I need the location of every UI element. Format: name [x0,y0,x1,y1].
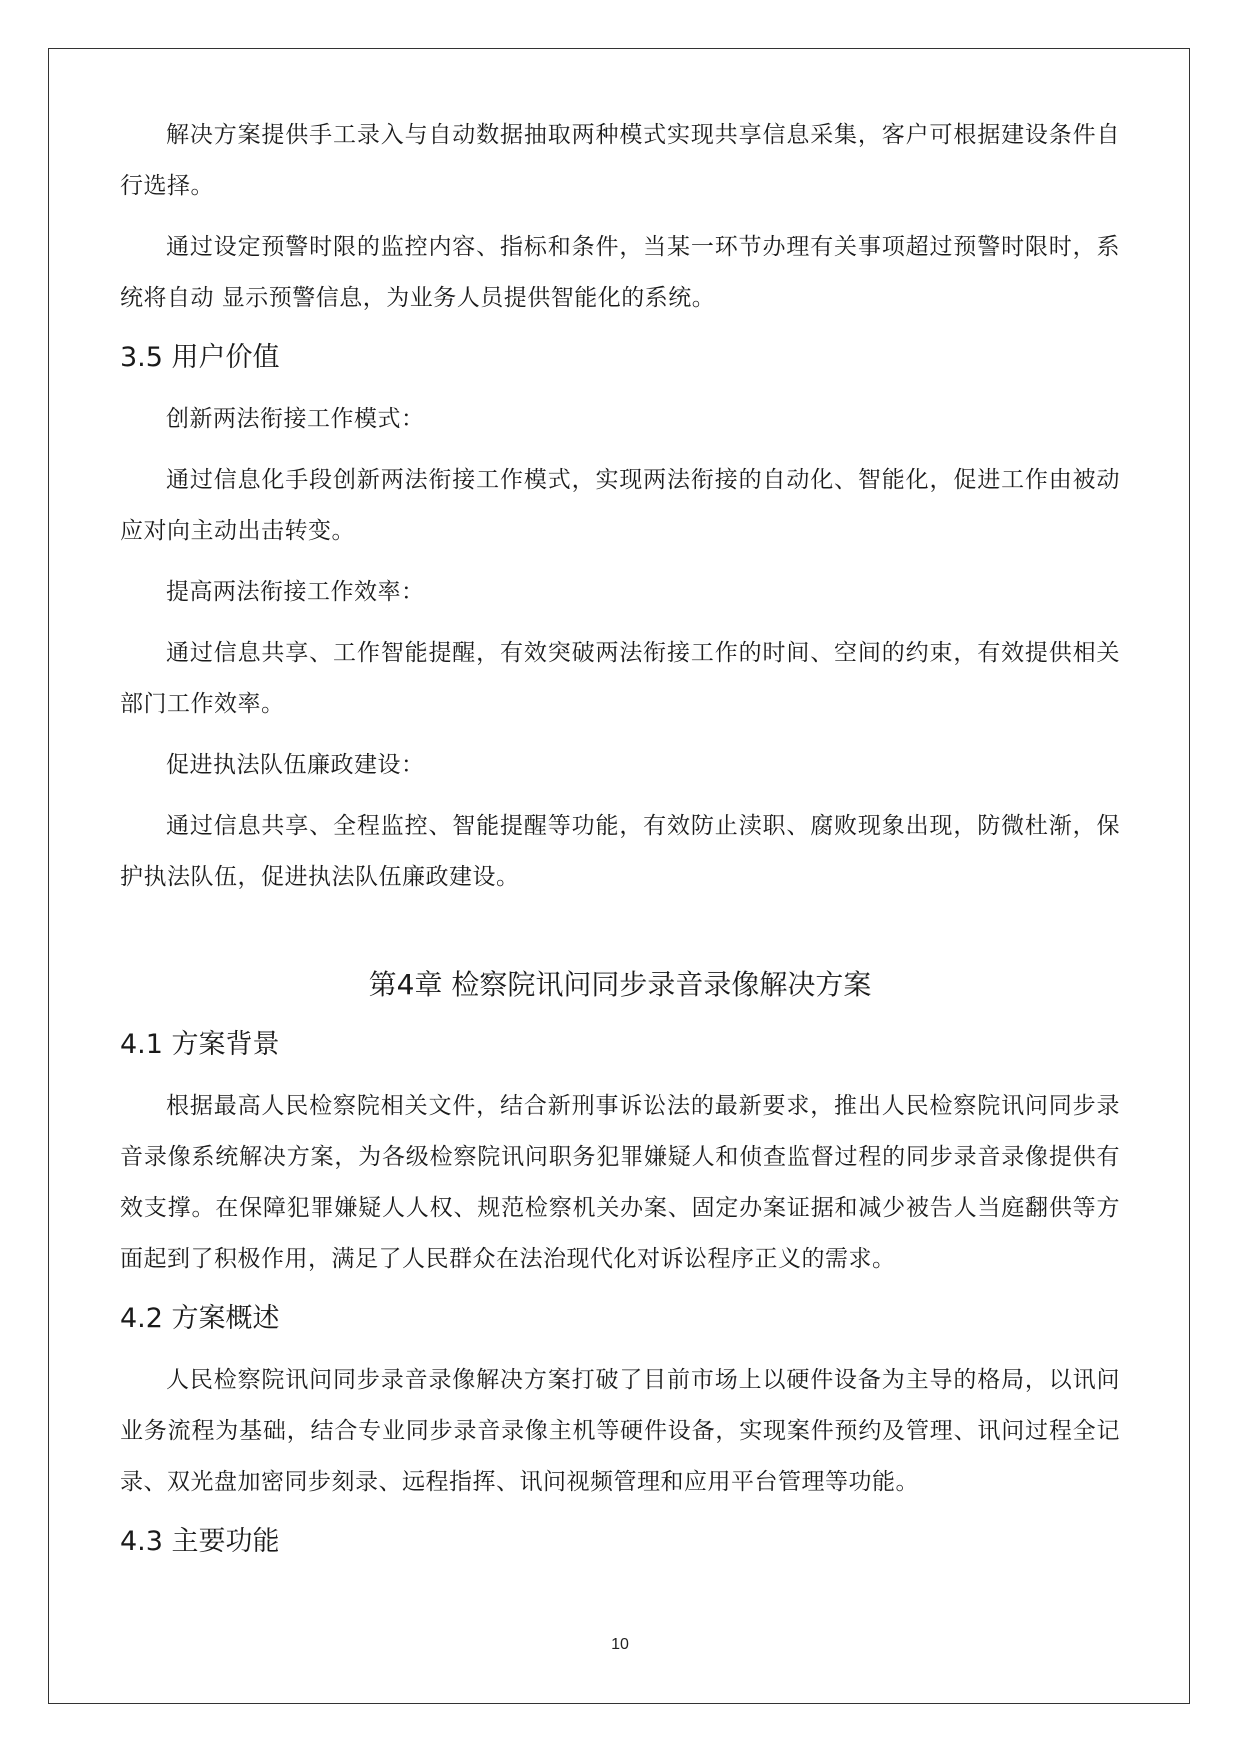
page-number: 10 [611,1636,629,1653]
intro-paragraph-1: 解决方案提供手工录入与自动数据抽取两种模式实现共享信息采集，客户可根据建设条件自行选择。 [120,122,1120,199]
value-text-3: 通过信息共享、全程监控、智能提醒等功能，有效防止渎职、腐败现象出现，防微杜渐，保护执法队伍，促进执法队伍廉政建设。 [120,813,1120,890]
section-4-1-text: 根据最高人民检察院相关文件，结合新刑事诉讼法的最新要求，推出人民检察院讯问同步录音录像系统解决方案，为各级检察院讯问职务犯罪嫌疑人和侦查监督过程的同步录音录像提供有效支撑。在保障犯罪嫌疑人人权、规范检察机关办案、固定办案证据和减少被告人当庭翻供等方面起到了积极作用，满足了人民群众在法治现代化对诉讼程序正义的需求。 [120,1093,1120,1272]
page-content [120,110,1120,1578]
section-heading-4-1: 4.1 方案背景 [120,1029,280,1060]
intro-paragraph-2: 通过设定预警时限的监控内容、指标和条件，当某一环节办理有关事项超过预警时限时，系统将自动 显示预警信息，为业务人员提供智能化的系统。 [120,234,1120,311]
chapter-heading-4: 第4章 检察院讯问同步录音录像解决方案 [368,968,872,1001]
section-heading-4-3: 4.3 主要功能 [120,1526,280,1557]
value-lead-3: 促进执法队伍廉政建设： [166,752,425,778]
section-heading-4-2: 4.2 方案概述 [120,1303,280,1334]
section-heading-3-5: 3.5 用户价值 [120,342,280,373]
value-text-2: 通过信息共享、工作智能提醒，有效突破两法衔接工作的时间、空间的约束，有效提供相关部门工作效率。 [120,640,1120,717]
value-text-1: 通过信息化手段创新两法衔接工作模式，实现两法衔接的自动化、智能化，促进工作由被动应对向主动出击转变。 [120,467,1120,544]
section-4-2-text: 人民检察院讯问同步录音录像解决方案打破了目前市场上以硬件设备为主导的格局，以讯问业务流程为基础，结合专业同步录音录像主机等硬件设备，实现案件预约及管理、讯问过程全记录、双光盘加密同步刻录、远程指挥、讯问视频管理和应用平台管理等功能。 [120,1367,1120,1495]
value-lead-1: 创新两法衔接工作模式： [166,406,425,432]
value-lead-2: 提高两法衔接工作效率： [166,579,425,605]
